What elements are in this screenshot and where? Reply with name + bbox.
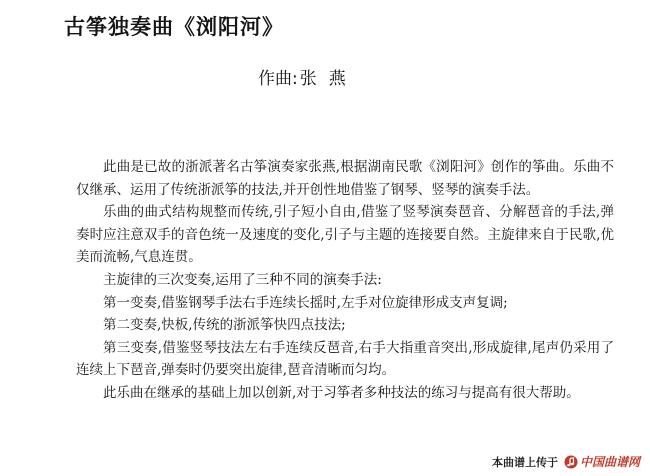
music-note-icon (564, 455, 578, 469)
composer-name (300, 69, 358, 89)
paragraph: 第二变奏,快板,传统的浙派筝快四点技法; (103, 317, 346, 334)
site-logo[interactable] (564, 453, 640, 470)
composer-name-char: 张 (299, 69, 317, 89)
composer-name-char: 燕 (328, 69, 346, 89)
paragraph: 第一变奏,借鉴钢琴手法右手连续长摇时,左手对位旋律形成支声复调; (103, 294, 508, 311)
paragraph: 主旋律的三次变奏,运用了三种不同的演奏手法: (103, 271, 382, 288)
body-text (76, 156, 614, 405)
footer-watermark (492, 453, 640, 470)
logo-text: 中国曲谱网 (579, 455, 640, 469)
composer-label: 作曲: (258, 69, 298, 89)
paragraph: 乐曲的曲式结构规整而传统,引子短小自由,借鉴了竖琴演奏琶音、分解琶音的手法,弹奏时应注意双手的音色统一及速度的变化,引子与主题的连接要自然。主旋律来自于民歌,优美而流畅,气息连贯。 (76, 204, 614, 266)
footer-label: 本曲谱上传于 (491, 455, 558, 469)
document-title: 古筝独奏曲《浏阳河》 (64, 15, 284, 39)
paragraph: 第三变奏,借鉴竖琴技法左右手连续反琶音,右手大指重音突出,形成旋律,尾声仍采用了连续上下琶音,弹奏时仍要突出旋律,琶音清晰而匀均。 (76, 339, 614, 379)
paragraph: 此曲是已故的浙派著名古筝演奏家张燕,根据湖南民歌《浏阳河》创作的筝曲。乐曲不仅继承、运用了传统浙派筝的技法,并开创性地借鉴了钢琴、竖琴的演奏手法。 (76, 159, 614, 198)
paragraph: 此乐曲在继承的基础上加以创新,对于习筝者多种技法的练习与提高有很大帮助。 (103, 384, 580, 401)
composer-line (258, 67, 358, 91)
